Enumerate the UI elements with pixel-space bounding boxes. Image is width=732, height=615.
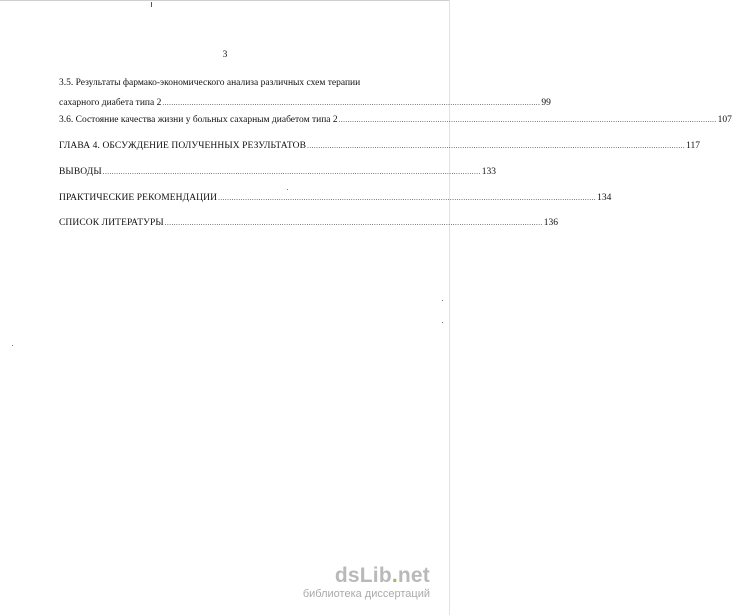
toc-entry-text: ВЫВОДЫ xyxy=(59,167,102,177)
scan-artifact-dot xyxy=(442,322,443,323)
toc-leader-dots: ........................................................................................................................................................................ xyxy=(338,116,717,124)
toc-entry-text: 3.6. Состояние качества жизни у больных сахарным диабетом типа 2 xyxy=(59,115,338,125)
scan-artifact-dot xyxy=(12,345,13,346)
toc-leader-dots: ........................................................................................................................................................................ xyxy=(307,142,686,150)
toc-page-number: 136 xyxy=(543,218,559,228)
toc-entry-3-6 xyxy=(59,114,732,126)
toc-page-number: 107 xyxy=(717,115,732,125)
toc-entry-text: ПРАКТИЧЕСКИЕ РЕКОМЕНДАЦИИ xyxy=(59,193,218,203)
toc-entry-text: ГЛАВА 4. ОБСУЖДЕНИЕ ПОЛУЧЕННЫХ РЕЗУЛЬТАТОВ xyxy=(59,141,307,151)
toc-entry-text: СПИСОК ЛИТЕРАТУРЫ xyxy=(59,218,164,228)
toc-leader-dots: ........................................................................................................................................................................ xyxy=(102,168,481,176)
logo-brand-prefix: dsLib xyxy=(334,564,392,587)
toc-leader-dots: ........................................................................................................................................................................ xyxy=(164,219,543,227)
scan-artifact-dot xyxy=(442,300,443,301)
toc-entry-references xyxy=(59,217,559,229)
logo-tagline: библиотека диссертаций xyxy=(302,588,430,600)
scan-artifact-mark xyxy=(151,2,152,7)
logo-brand-suffix: net xyxy=(397,564,430,587)
toc-leader-dots: ........................................................................................................................................................................ xyxy=(218,194,597,202)
page-top-edge xyxy=(0,0,450,1)
toc-entry-3-5-cont xyxy=(59,97,551,109)
toc-entry-conclusions xyxy=(59,166,496,178)
toc-entry-text: 3.5. Результаты фармако-экономического анализа различных схем терапии xyxy=(59,78,361,88)
scan-artifact-dot xyxy=(287,189,288,190)
toc-page-number: 117 xyxy=(686,141,700,151)
toc-entry-text: сахарного диабета типа 2 xyxy=(59,98,162,108)
toc-entry-chapter-4 xyxy=(59,140,700,152)
dslib-watermark-logo xyxy=(220,565,430,599)
page-right-edge xyxy=(449,0,450,615)
toc-entry-recommendations xyxy=(59,192,612,204)
page-number: 3 xyxy=(222,50,228,60)
toc-entry-3-5 xyxy=(59,77,417,89)
toc-page-number: 99 xyxy=(541,98,551,108)
toc-page-number: 134 xyxy=(597,193,612,203)
logo-wordmark xyxy=(335,565,430,587)
toc-page-number: 133 xyxy=(481,167,496,177)
logo-brand-dot: . xyxy=(391,564,398,587)
toc-leader-dots: ........................................................................................................................................................................ xyxy=(162,99,541,107)
